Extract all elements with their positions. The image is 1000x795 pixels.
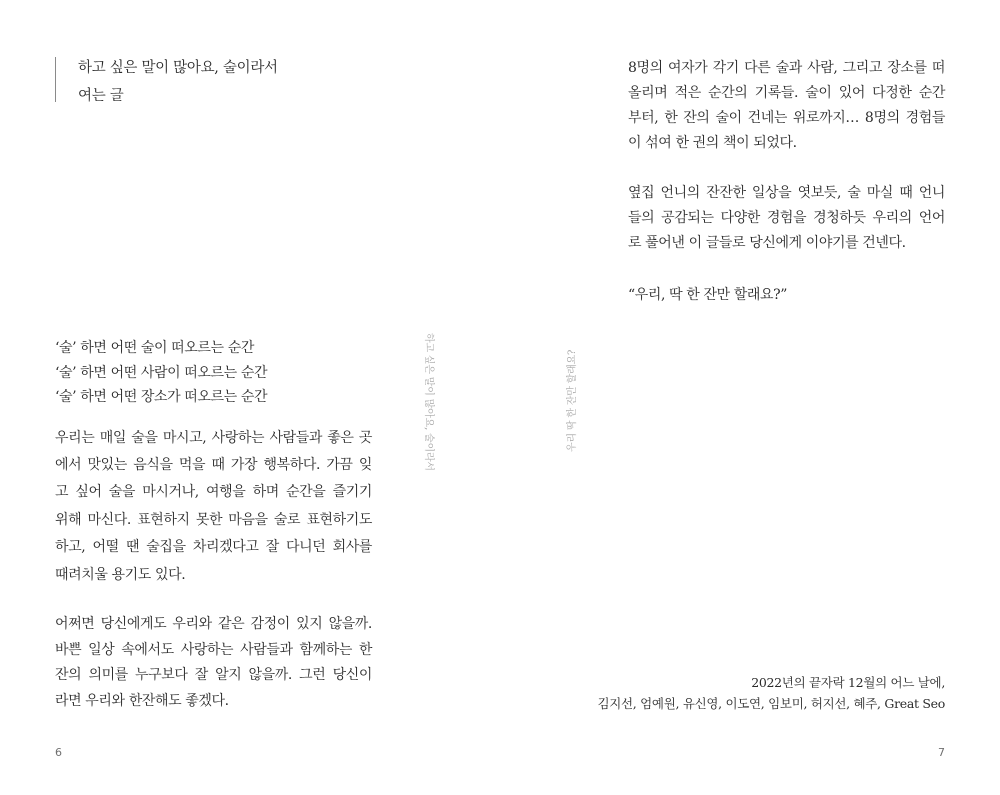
signature-date: 2022년의 끝자락 12월의 어느 날에, (751, 675, 945, 690)
body-text-line: 들의 공감되는 다양한 경험을 경청하듯 우리의 언어 (628, 209, 945, 226)
signature-block (597, 672, 945, 714)
body-text-line: 우리는 매일 술을 마시고, 사랑하는 사람들과 좋은 곳 (55, 429, 372, 446)
running-head-verso: 하고 싶은 말이 많아요, 술이라서 (423, 333, 434, 471)
body-text-line: 에서 맛있는 음식을 먹을 때 가장 행복하다. 가끔 잊 (55, 456, 372, 473)
title-vertical-rule (55, 57, 56, 102)
body-text-line: 위해 마신다. 표현하지 못한 마음을 술로 표현하기도 (55, 511, 372, 528)
quote-line: “우리, 딱 한 잔만 할래요?” (628, 286, 787, 303)
body-paragraph (628, 181, 945, 256)
page-number: 6 (55, 746, 62, 759)
body-paragraph (628, 56, 945, 156)
poem-line: ‘술’ 하면 어떤 술이 떠오르는 순간 (55, 340, 254, 356)
signature-authors: 김지선, 엄예원, 유신영, 이도연, 임보미, 허지선, 혜주, Great Seo (597, 696, 945, 711)
body-text-line: 이 섞여 한 권의 책이 되었다. (628, 134, 797, 151)
body-text-line: 라면 우리와 한잔해도 좋겠다. (55, 693, 229, 710)
body-text-line: 하고, 어떨 땐 술집을 차리겠다고 잘 다니던 회사를 (55, 539, 372, 556)
right-page (500, 0, 1000, 795)
page-number: 7 (938, 746, 945, 759)
poem-line: ‘술’ 하면 어떤 장소가 떠오르는 순간 (55, 389, 268, 405)
body-text-line: 때려치울 용기도 있다. (55, 566, 186, 583)
body-paragraph (55, 425, 372, 589)
body-text-line: 옆집 언니의 잔잔한 일상을 엿보듯, 술 마실 때 언니 (628, 184, 945, 201)
poem-line: ‘술’ 하면 어떤 사람이 떠오르는 순간 (55, 364, 268, 381)
body-text-line: 로 풀어낸 이 글들로 당신에게 이야기를 건넨다. (628, 234, 906, 251)
opening-poem (55, 336, 372, 410)
body-text-line: 8명의 여자가 각기 다른 술과 사람, 그리고 장소를 떠 (628, 59, 945, 76)
body-text-line: 고 싶어 술을 마시거나, 여행을 하며 순간을 즐기기 (55, 484, 372, 501)
body-text-line: 어쩌면 당신에게도 우리와 같은 감정이 있지 않을까. (55, 616, 372, 632)
closing-quote (628, 283, 945, 308)
book-title: 하고 싶은 말이 많아요, 술이라서 (78, 60, 278, 76)
chapter-title-block (78, 54, 278, 110)
running-head-recto: 우리 딱 한 잔만 할래요? (567, 349, 578, 452)
body-text-line: 바쁜 일상 속에서도 사랑하는 사람들과 함께하는 한 (55, 641, 372, 658)
body-text-line: 잔의 의미를 누구보다 잘 알지 않을까. 그런 당신이 (55, 667, 372, 684)
body-text-line: 부터, 한 잔의 술이 건네는 위로까지… 8명의 경험들 (628, 109, 945, 126)
body-paragraph (55, 612, 372, 715)
body-text-line: 올리며 적은 순간의 기록들. 술이 있어 다정한 순간 (628, 84, 945, 101)
section-title: 여는 글 (78, 88, 124, 104)
